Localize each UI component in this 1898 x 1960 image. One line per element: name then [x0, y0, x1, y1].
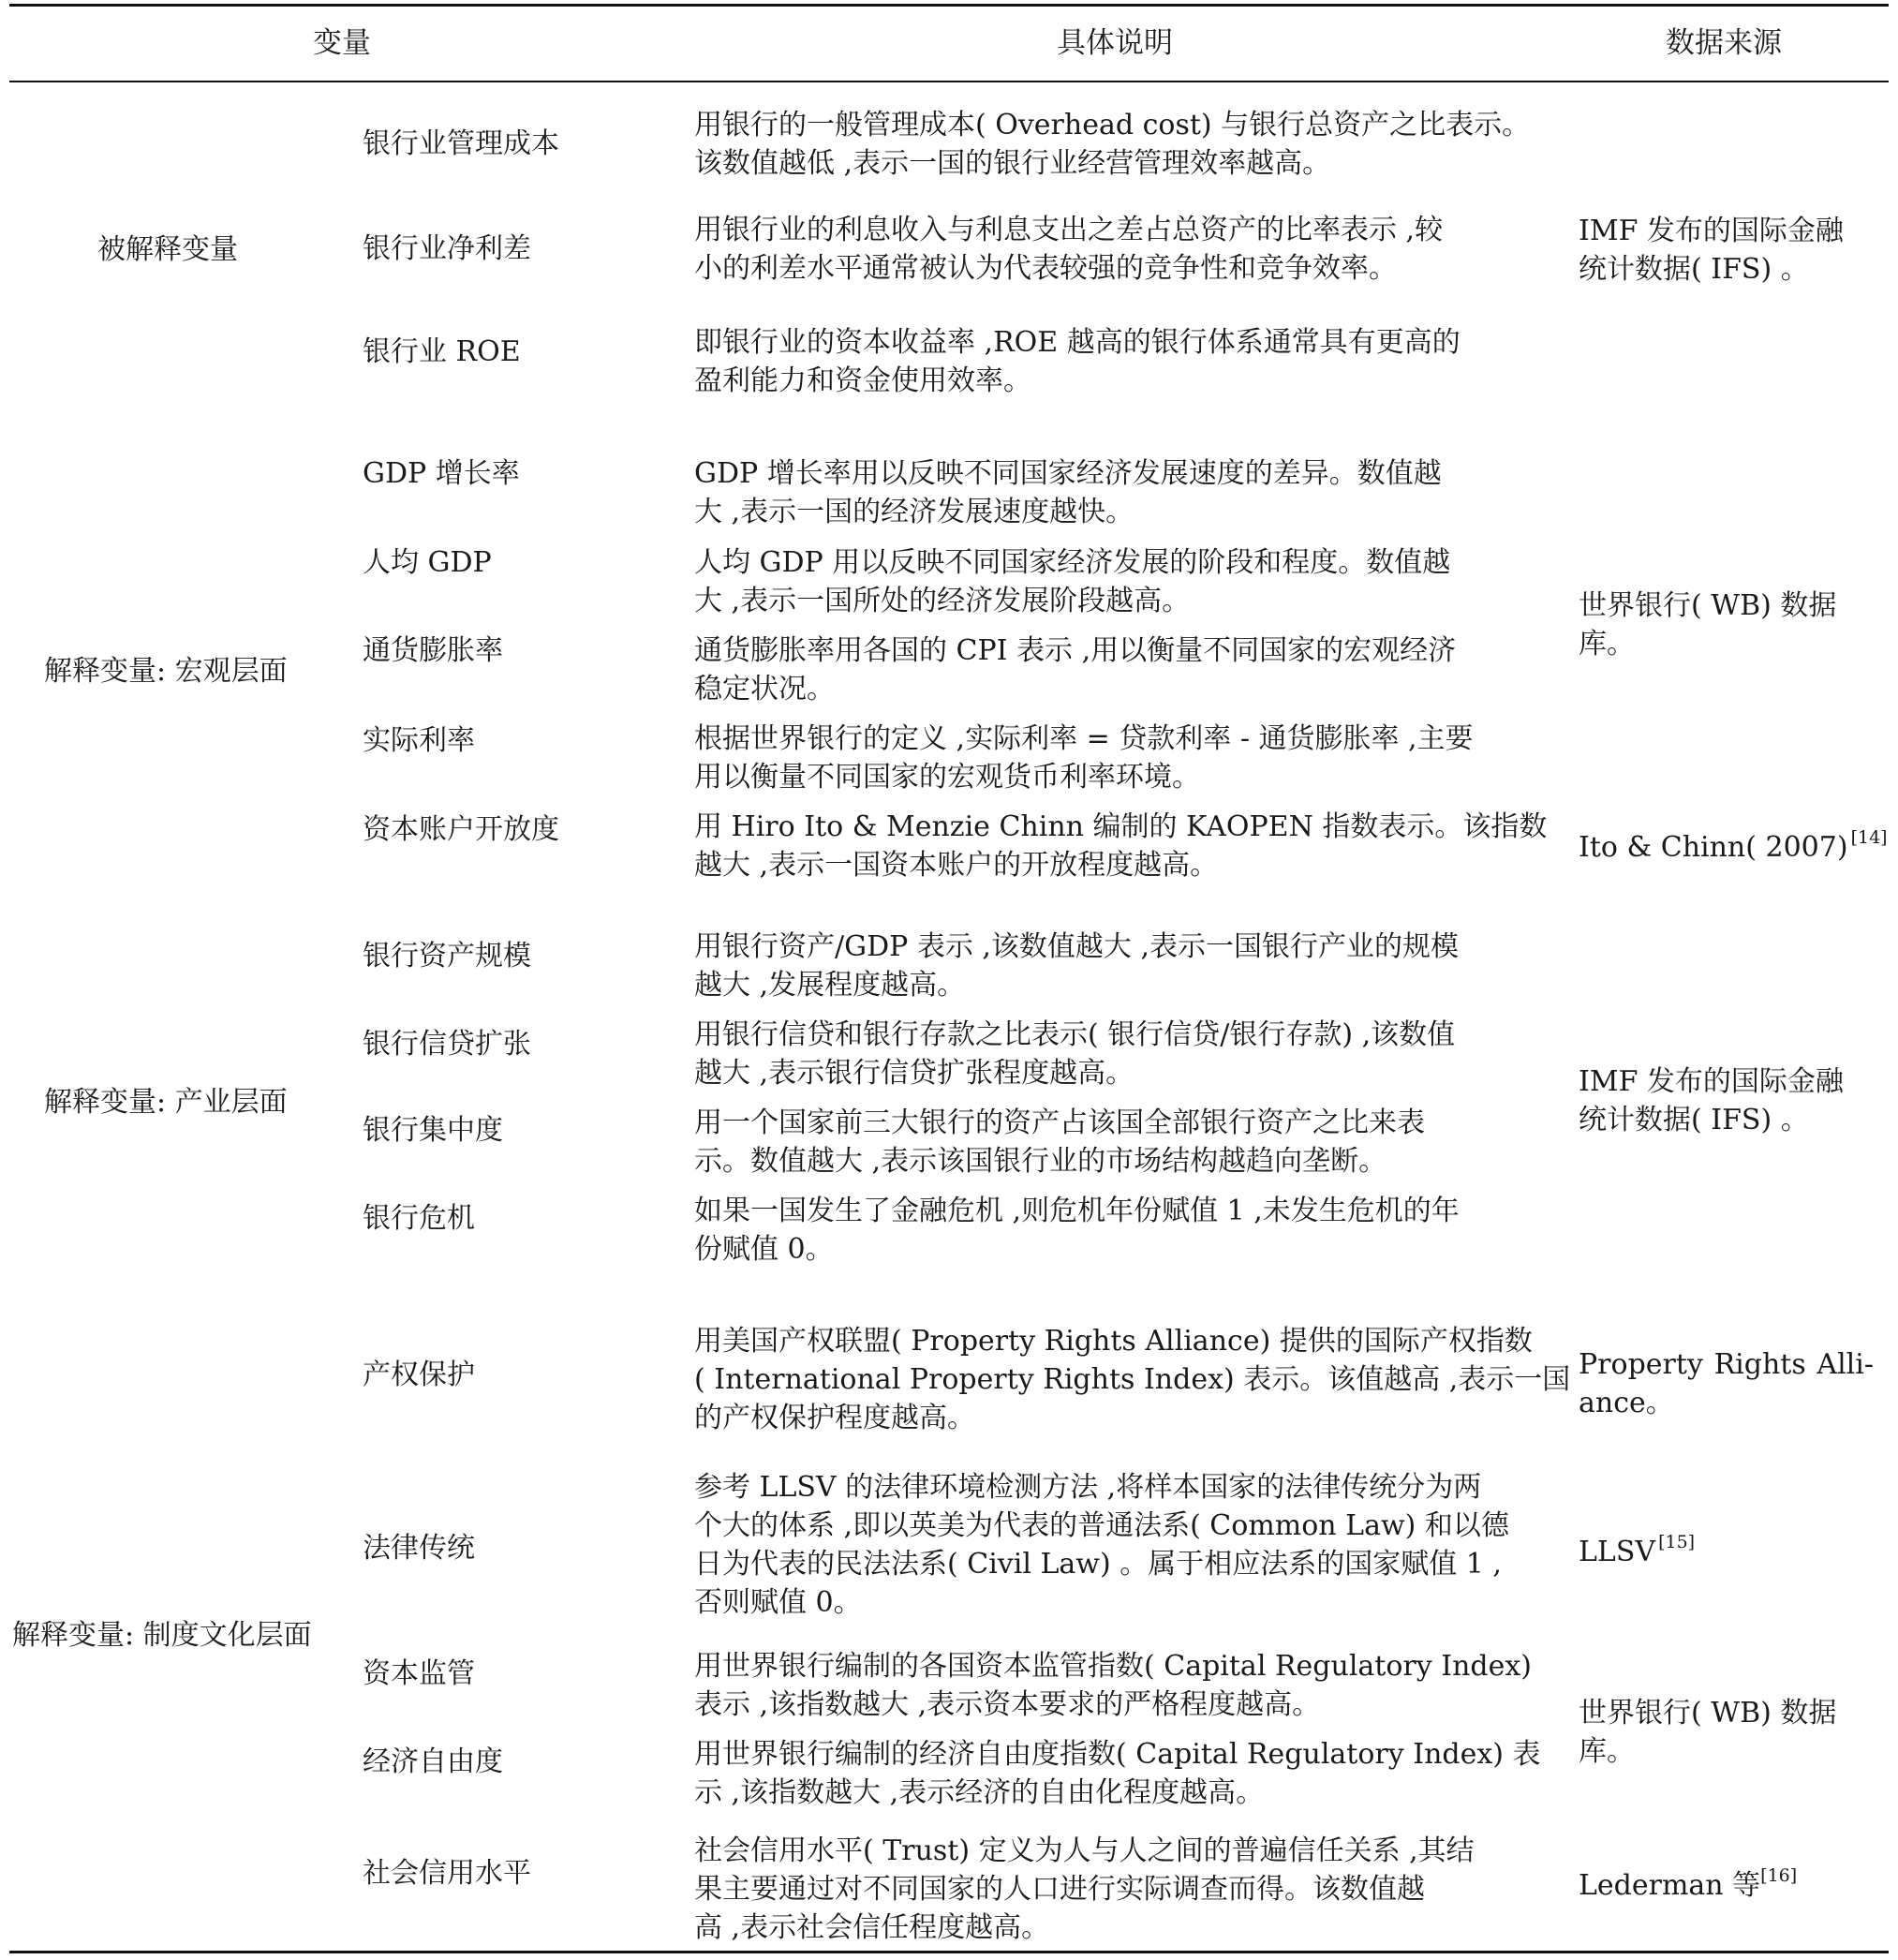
source-property-rights-alliance [1579, 1345, 1878, 1422]
source-text: Lederman 等 [1579, 1869, 1761, 1902]
source-line: 世界银行( WB) 数据 [1579, 1697, 1837, 1730]
variable-description [694, 1468, 1537, 1622]
source-line: 统计数据( IFS) 。 [1579, 1104, 1809, 1136]
variable-description [694, 1104, 1537, 1180]
group-institutional-level: 解释变量: 制度文化层面 [12, 1619, 312, 1652]
description-line: 用银行的一般管理成本( Overhead cost) 与银行总资产之比表示。 [694, 109, 1531, 141]
variable-name: 资本账户开放度 [363, 813, 559, 846]
variable-name: 实际利率 [363, 724, 475, 757]
source-lederman [1579, 1866, 1878, 1905]
group-industry-level: 解释变量: 产业层面 [44, 1086, 288, 1119]
source-word: Rights [1713, 1348, 1806, 1381]
citation-ref: [16] [1760, 1864, 1798, 1886]
description-line: 通货膨胀率用各国的 CPI 表示 ,用以衡量不同国家的宏观经济 [694, 634, 1457, 667]
variable-description [694, 720, 1537, 796]
variable-description [694, 323, 1537, 400]
variable-name: GDP 增长率 [363, 457, 520, 490]
source-ito-chinn [1579, 826, 1888, 867]
description-line: 该数值越低 ,表示一国的银行业经营管理效率越高。 [694, 147, 1331, 180]
group-macro-level: 解释变量: 宏观层面 [44, 655, 288, 688]
variable-description [694, 928, 1537, 1004]
source-line: ance。 [1579, 1387, 1674, 1419]
description-line: 越大 ,表示一国资本账户的开放程度越高。 [694, 849, 1219, 882]
description-line: 的产权保护程度越高。 [694, 1402, 975, 1434]
variable-name: 银行业净利差 [363, 232, 531, 265]
description-line: 越大 ,表示银行信贷扩张程度越高。 [694, 1057, 1134, 1090]
source-llsv [1579, 1533, 1878, 1571]
variable-name: 通货膨胀率 [363, 634, 503, 667]
header-variable: 变量 [313, 26, 371, 60]
description-line: 否则赋值 0。 [694, 1586, 862, 1619]
source-world-bank [1579, 587, 1878, 663]
source-line: IMF 发布的国际金融 [1579, 215, 1844, 247]
variable-name: 法律传统 [363, 1532, 475, 1565]
citation-ref: [15] [1658, 1531, 1696, 1552]
description-line: 小的利差水平通常被认为代表较强的竞争性和竞争效率。 [694, 252, 1397, 285]
variable-name: 人均 GDP [363, 546, 492, 579]
variable-description [694, 106, 1537, 183]
header-source: 数据来源 [1666, 26, 1782, 60]
variable-name: 银行集中度 [363, 1114, 503, 1147]
variable-description [694, 1322, 1571, 1437]
variable-description [694, 543, 1537, 620]
description-line: 用一个国家前三大银行的资产占该国全部银行资产之比来表 [694, 1106, 1425, 1139]
variable-description [694, 631, 1537, 708]
source-text: LLSV [1579, 1536, 1656, 1568]
description-line: 用 Hiro Ito & Menzie Chinn 编制的 KAOPEN 指数表示。该指数 [694, 810, 1548, 843]
description-line: 根据世界银行的定义 ,实际利率 = 贷款利率 - 通货膨胀率 ,主要 [694, 722, 1474, 755]
source-world-bank [1579, 1694, 1878, 1771]
source-line: IMF 发布的国际金融 [1579, 1065, 1844, 1098]
variable-description [694, 1016, 1537, 1092]
description-line: 稳定状况。 [694, 673, 835, 705]
description-line: 用银行资产/GDP 表示 ,该数值越大 ,表示一国银行产业的规模 [694, 930, 1459, 963]
source-imf-ifs [1579, 1062, 1878, 1139]
table-top-rule [9, 4, 1889, 7]
description-line: 高 ,表示社会信任程度越高。 [694, 1911, 1050, 1944]
variable-name: 银行资产规模 [363, 940, 531, 973]
description-line: 即银行业的资本收益率 ,ROE 越高的银行体系通常具有更高的 [694, 326, 1461, 359]
description-line: 用美国产权联盟( Property Rights Alliance) 提供的国际产权指数 [694, 1325, 1533, 1358]
description-line: 个大的体系 ,即以英美为代表的普通法系( Common Law) 和以德 [694, 1509, 1509, 1542]
description-line: 日为代表的民法法系( Civil Law) 。属于相应法系的国家赋值 1 , [694, 1548, 1502, 1581]
header-description: 具体说明 [1057, 26, 1173, 60]
variable-name: 银行信贷扩张 [363, 1028, 531, 1061]
source-line: 库。 [1579, 1735, 1635, 1768]
description-line: 用世界银行编制的各国资本监管指数( Capital Regulatory Index) [694, 1650, 1532, 1683]
source-imf-ifs [1579, 212, 1878, 289]
source-line: 统计数据( IFS) 。 [1579, 253, 1809, 286]
variable-name: 经济自由度 [363, 1745, 503, 1778]
description-line: GDP 增长率用以反映不同国家经济发展速度的差异。数值越 [694, 457, 1442, 490]
description-line: 如果一国发生了金融危机 ,则危机年份赋值 1 ,未发生危机的年 [694, 1195, 1460, 1227]
source-line: 世界银行( WB) 数据 [1579, 589, 1837, 622]
variable-name: 资本监管 [363, 1657, 475, 1690]
description-line: ( International Property Rights Index) 表示。该值越高 ,表示一国 [694, 1363, 1571, 1396]
variable-description [694, 1192, 1537, 1269]
variable-description [694, 808, 1548, 884]
variable-description [694, 1735, 1541, 1812]
description-line: 大 ,表示一国所处的经济发展阶段越高。 [694, 585, 1191, 617]
citation-ref: [14] [1850, 826, 1888, 848]
source-word: Property [1579, 1348, 1703, 1381]
description-line: 表示 ,该指数越大 ,表示资本要求的严格程度越高。 [694, 1688, 1321, 1721]
variable-description [694, 454, 1537, 531]
variable-name: 社会信用水平 [363, 1857, 531, 1890]
description-line: 份赋值 0。 [694, 1233, 834, 1266]
description-line: 用银行信贷和银行存款之比表示( 银行信贷/银行存款) ,该数值 [694, 1018, 1456, 1051]
source-word: Alli- [1816, 1348, 1874, 1381]
description-line: 用世界银行编制的经济自由度指数( Capital Regulatory Index) 表 [694, 1738, 1541, 1771]
description-line: 果主要通过对不同国家的人口进行实际调查而得。该数值越 [694, 1873, 1425, 1906]
source-text: Ito & Chinn( 2007) [1579, 831, 1848, 864]
variable-description [694, 1647, 1537, 1724]
variable-name: 银行业 ROE [363, 335, 521, 368]
description-line: 用银行业的利息收入与利息支出之差占总资产的比率表示 ,较 [694, 214, 1444, 246]
description-line: 示。数值越大 ,表示该国银行业的市场结构越趋向垄断。 [694, 1145, 1387, 1178]
variable-name: 银行危机 [363, 1202, 475, 1235]
description-line: 社会信用水平( Trust) 定义为人与人之间的普遍信任关系 ,其结 [694, 1834, 1475, 1867]
description-line: 盈利能力和资金使用效率。 [694, 364, 1031, 397]
table-header-rule [9, 81, 1889, 82]
variable-name: 产权保护 [363, 1359, 475, 1391]
source-line: 库。 [1579, 628, 1635, 661]
variable-description [694, 1832, 1537, 1947]
variable-name: 银行业管理成本 [363, 127, 559, 160]
description-line: 大 ,表示一国的经济发展速度越快。 [694, 496, 1134, 528]
description-line: 越大 ,发展程度越高。 [694, 969, 966, 1002]
description-line: 用以衡量不同国家的宏观货币利率环境。 [694, 761, 1200, 794]
group-dependent-variable: 被解释变量 [97, 233, 238, 266]
description-line: 人均 GDP 用以反映不同国家经济发展的阶段和程度。数值越 [694, 546, 1451, 579]
variable-description [694, 211, 1537, 288]
table-bottom-rule [9, 1951, 1889, 1953]
description-line: 参考 LLSV 的法律环境检测方法 ,将样本国家的法律传统分为两 [694, 1471, 1482, 1504]
description-line: 示 ,该指数越大 ,表示经济的自由化程度越高。 [694, 1776, 1265, 1809]
